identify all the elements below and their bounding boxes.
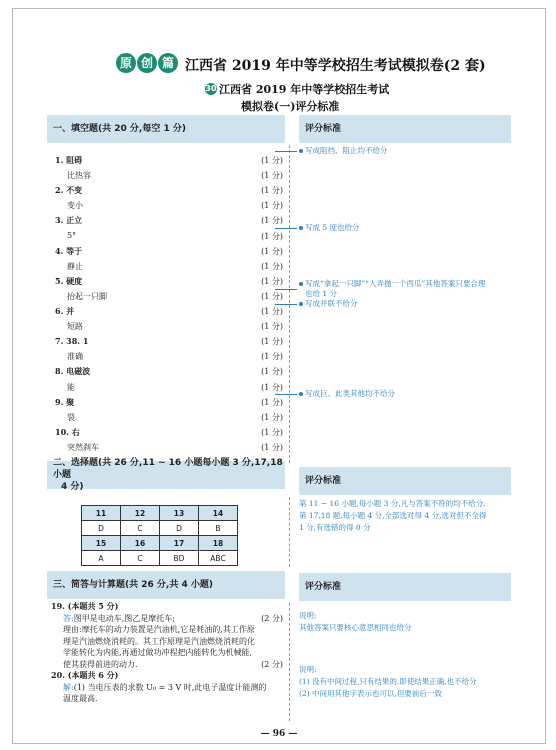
answer-text: 准确 (67, 352, 83, 362)
answer-row (55, 261, 283, 275)
q19-line: 学能转化为内能,再通过做功冲程把内能转化为机械能, (63, 648, 253, 657)
answer-text: 5. 硬度 (55, 275, 83, 286)
answer-row (55, 185, 283, 199)
score-note: 写成“拿起一只脚”“人弄抛一个西瓜”其他答案只要合理 (299, 279, 485, 289)
answer-row (55, 246, 283, 260)
answer-text: 抬起一只脚 (67, 291, 107, 301)
answer-text: 5° (67, 230, 77, 240)
answer-row (55, 351, 283, 365)
note-connector (275, 394, 297, 395)
section3-divider (289, 603, 290, 721)
answer-text: 10. 右 (55, 426, 80, 437)
score-note: 写成并联不给分 (299, 299, 358, 309)
answer-score: (1 分) (261, 201, 283, 211)
answer-score: (1 分) (261, 412, 283, 422)
q19-block (51, 601, 283, 705)
table-cell: C (121, 551, 160, 566)
score-note: 写成巨、此类其他均不给分 (299, 389, 395, 399)
q19-note-label: 说明: (299, 611, 317, 620)
q19-line: 理是汽油燃烧消耗的。其工作原理是汽油燃烧消耗的化 (63, 636, 255, 646)
choice-note: 1 分,有选错的得 0 分 (299, 523, 371, 532)
q19-line: 使其获得前进的动力. (2 分) (63, 659, 283, 669)
answer-score: (1 分) (261, 186, 283, 196)
answer-text: 6. 并 (55, 306, 75, 316)
table-cell: BD (160, 551, 199, 566)
section2-heading-line2: 4 分) (61, 482, 84, 492)
answer-row (55, 321, 283, 335)
answer-score: (1 分) (261, 231, 283, 241)
table-cell: D (82, 521, 121, 536)
page-subtitle (205, 81, 389, 97)
answer-row (55, 200, 283, 214)
answer-row (55, 306, 283, 320)
answer-row (55, 366, 283, 380)
score-note: 写成 5 度也给分 (299, 223, 360, 233)
table-cell: 12 (121, 506, 160, 521)
number-badge: 30 (205, 84, 217, 93)
answer-row (55, 291, 283, 305)
answer-score: (1 分) (261, 397, 283, 407)
answer-score: (1 分) (261, 276, 283, 286)
table-cell: C (121, 521, 160, 536)
answer-score: (1 分) (261, 216, 283, 226)
logo-char-3: 篇 (158, 53, 178, 73)
answer-score: (1 分) (261, 352, 283, 362)
answer-row (55, 155, 283, 169)
answer-row (55, 215, 283, 229)
answer-score: (1 分) (261, 307, 283, 316)
table-row (82, 521, 238, 536)
answer-row (55, 382, 283, 396)
answer-row (55, 427, 283, 441)
table-cell: 15 (82, 536, 121, 551)
section3-side-heading: 评分标准 (299, 573, 511, 601)
answer-text: 能 (67, 382, 75, 392)
answer-text: 变小 (67, 201, 83, 211)
bullet-icon (299, 302, 303, 306)
answer-score: (1 分) (261, 261, 283, 271)
original-logo (116, 53, 178, 73)
bullet-icon (299, 226, 303, 230)
table-row (82, 506, 238, 521)
answer-score: (1 分) (261, 337, 283, 347)
answer-text: 静止 (67, 261, 83, 271)
section2-heading (47, 458, 285, 492)
q20-line: 温度最高. (63, 694, 98, 703)
solve-label: 解: (63, 682, 74, 692)
answer-score: (1 分) (261, 382, 283, 392)
answer-row (55, 397, 283, 411)
answer-text: 7. 38. 1 (55, 336, 89, 347)
page-subtitle-2: 模拟卷(一)评分标准 (241, 100, 340, 113)
answer-text: 比热容 (67, 171, 91, 181)
bullet-icon (299, 392, 303, 396)
answer-score: (1 分) (261, 322, 283, 332)
choice-answer-table (81, 505, 238, 566)
score-note-cont: 也给 1 分 (305, 289, 338, 298)
q19-note: 其他答案只要核心意思相同也给分 (299, 623, 412, 632)
table-cell: ABC (199, 551, 238, 566)
note-connector (275, 228, 297, 229)
score-note: 写成阻挡、阻止均不给分 (299, 146, 388, 156)
page-number: — 96 — (260, 729, 298, 739)
exam-page (12, 8, 546, 744)
table-cell: 17 (160, 536, 199, 551)
answer-row (55, 412, 283, 426)
answer-score: (1 分) (261, 156, 283, 165)
table-row (82, 536, 238, 551)
note-connector (275, 151, 297, 152)
q19-line: 理由:摩托车的动力装置是汽油机,它是耗油的,其工作原 (63, 625, 255, 634)
q19-heading: 19. (本题共 5 分) (51, 601, 119, 611)
choice-note: 第 17,18 题,每小题 4 分,全部选对得 4 分,选对但不全得 (299, 511, 487, 520)
answer-score: (1 分) (261, 291, 283, 301)
logo-char-1: 原 (116, 53, 136, 73)
q20-note: (1) 没有中间过程,只有结果的,即使结果正确,也不给分 (299, 677, 477, 686)
q20-note: (2) 中间用其他字表示也可以,但要前后一致 (299, 689, 442, 698)
q19-line: 答:图甲是电动车,图乙是摩托车; (2 分) (63, 613, 283, 623)
answer-text: 3. 正立 (55, 215, 83, 226)
answer-text: 1. 阻碍 (55, 155, 83, 165)
note-connector (275, 289, 297, 290)
answer-text: 4. 等于 (55, 245, 83, 256)
bullet-icon (299, 282, 303, 286)
answer-label: 答: (63, 613, 74, 623)
answer-text: 9. 聚 (55, 396, 75, 407)
section1-heading: 一、填空题(共 20 分,每空 1 分) (47, 115, 285, 143)
q20-note-label: 说明: (299, 665, 317, 674)
table-cell: 11 (82, 506, 121, 521)
answer-score: (1 分) (261, 171, 283, 181)
score: (2 分) (261, 659, 283, 669)
section2-divider (289, 497, 290, 567)
note-connector (275, 304, 297, 305)
subtitle-text: 江西省 2019 年中等学校招生考试 (219, 83, 390, 96)
section2-heading-line1: 二、选择题(共 26 分,11 ~ 16 小题每小题 3 分,17,18 小题 (53, 458, 283, 480)
answer-score: (1 分) (261, 427, 283, 437)
answer-text: 裂 (67, 412, 75, 422)
table-row (82, 551, 238, 566)
table-cell: D (160, 521, 199, 536)
section1-side-heading: 评分标准 (299, 115, 511, 143)
answer-score: (1 分) (261, 367, 283, 377)
answer-text: 突然刹车 (67, 442, 99, 452)
table-cell: 13 (160, 506, 199, 521)
logo-char-2: 创 (137, 53, 157, 73)
answer-row (55, 442, 283, 456)
choice-note: 第 11 ~ 16 小题,每小题 3 分,凡与答案不符的均不给分. (299, 499, 486, 508)
answer-text: 短路 (67, 322, 83, 332)
table-cell: 18 (199, 536, 238, 551)
page-title: 江西省 2019 年中等学校招生考试模拟卷(2 套) (185, 58, 486, 74)
answer-text: 8. 电磁波 (55, 366, 91, 377)
answer-score: (1 分) (261, 246, 283, 256)
score: (2 分) (261, 613, 283, 623)
bullet-icon (299, 149, 303, 153)
table-cell: B (199, 521, 238, 536)
table-cell: 14 (199, 506, 238, 521)
table-cell: 16 (121, 536, 160, 551)
answer-row (55, 231, 283, 245)
answer-row (55, 276, 283, 290)
answer-score: (1 分) (261, 442, 283, 452)
table-cell: A (82, 551, 121, 566)
answer-row (55, 336, 283, 350)
answer-row (55, 170, 283, 184)
q20-line: 解:(1) 当电压表的求数 U₀ = 3 V 时,此电子温度计能测的 (63, 682, 267, 692)
section2-side-heading: 评分标准 (299, 467, 511, 495)
section3-heading: 三、简答与计算题(共 26 分,共 4 小题) (47, 571, 285, 599)
answer-text: 2. 不变 (55, 185, 83, 196)
q20-heading: 20. (本题共 6 分) (51, 670, 119, 680)
